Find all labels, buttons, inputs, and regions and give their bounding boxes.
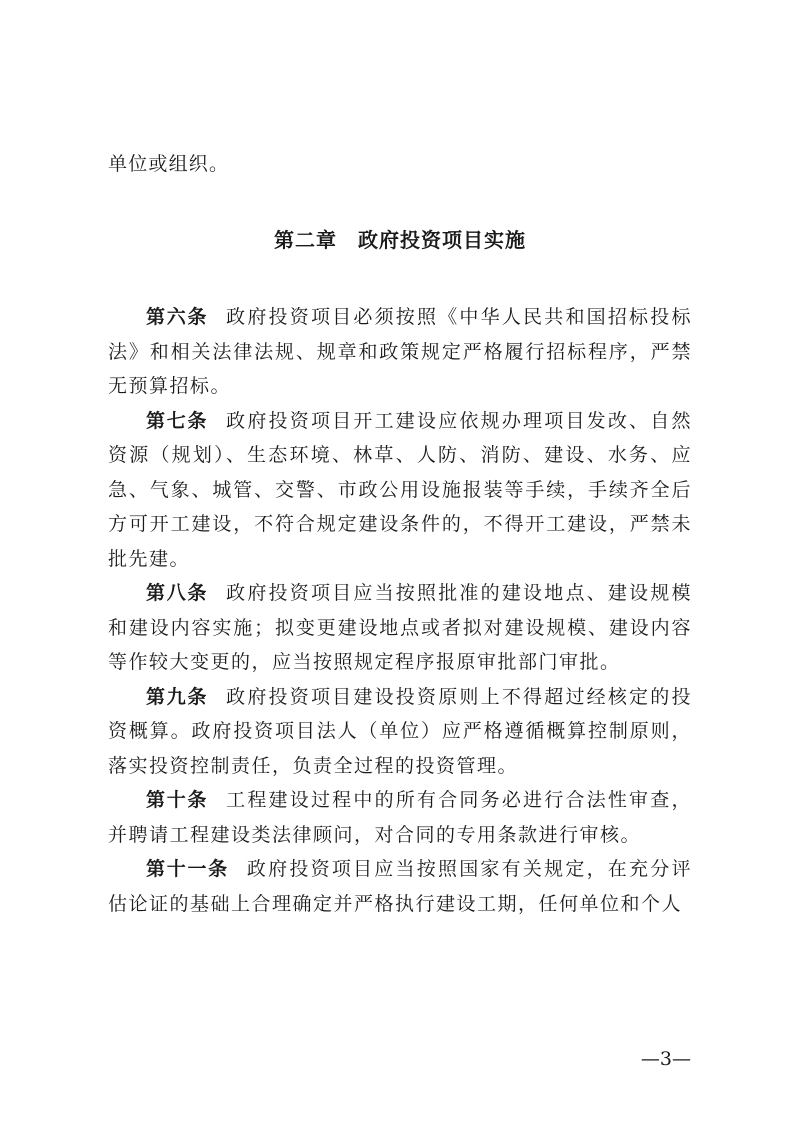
article-10 <box>108 783 692 852</box>
article-label: 第六条 <box>146 306 209 328</box>
continuation-text: 单位或组织。 <box>108 153 230 175</box>
article-label: 第十一条 <box>146 858 229 880</box>
article-label: 第十条 <box>146 789 209 811</box>
article-text: 工程建设过程中的所有合同务必进行合法性审查，并聘请工程建设类法律顾问，对合同的专用条款进行审核。 <box>108 789 692 846</box>
article-text: 政府投资项目必须按照《中华人民共和国招标投标法》和相关法律法规、规章和政策规定严格履行招标程序，严禁无预算招标。 <box>108 306 692 397</box>
article-text: 政府投资项目建设投资原则上不得超过经核定的投资概算。政府投资项目法人（单位）应严格遵循概算控制原则，落实投资控制责任，负责全过程的投资管理。 <box>108 685 692 777</box>
article-text: 政府投资项目开工建设应依规办理项目发改、自然资源（规划）、生态环境、林草、人防、消防、建设、水务、应急、气象、城管、交警、市政公用设施报装等手续，手续齐全后方可开工建设，不符合规定建设条件的，不得开工建设，严禁未批先建。 <box>108 409 692 570</box>
article-text: 政府投资项目应当按照国家有关规定，在充分评估论证的基础上合理确定并严格执行建设工期，任何单位和个人 <box>108 858 692 915</box>
article-label: 第九条 <box>146 685 209 708</box>
document-body <box>108 146 692 921</box>
article-8 <box>108 576 692 680</box>
page-number: —3— <box>640 1048 691 1070</box>
article-text: 政府投资项目应当按照批准的建设地点、建设规模和建设内容实施；拟变更建设地点或者拟对建设规模、建设内容等作较大变更的，应当按照规定程序报原审批部门审批。 <box>108 582 692 673</box>
article-9 <box>108 680 692 784</box>
chapter-title: 第二章 政府投资项目实施 <box>274 228 526 252</box>
article-6 <box>108 300 692 404</box>
article-7 <box>108 404 692 577</box>
article-label: 第八条 <box>146 582 209 604</box>
article-11 <box>108 852 692 921</box>
article-label: 第七条 <box>146 409 209 432</box>
